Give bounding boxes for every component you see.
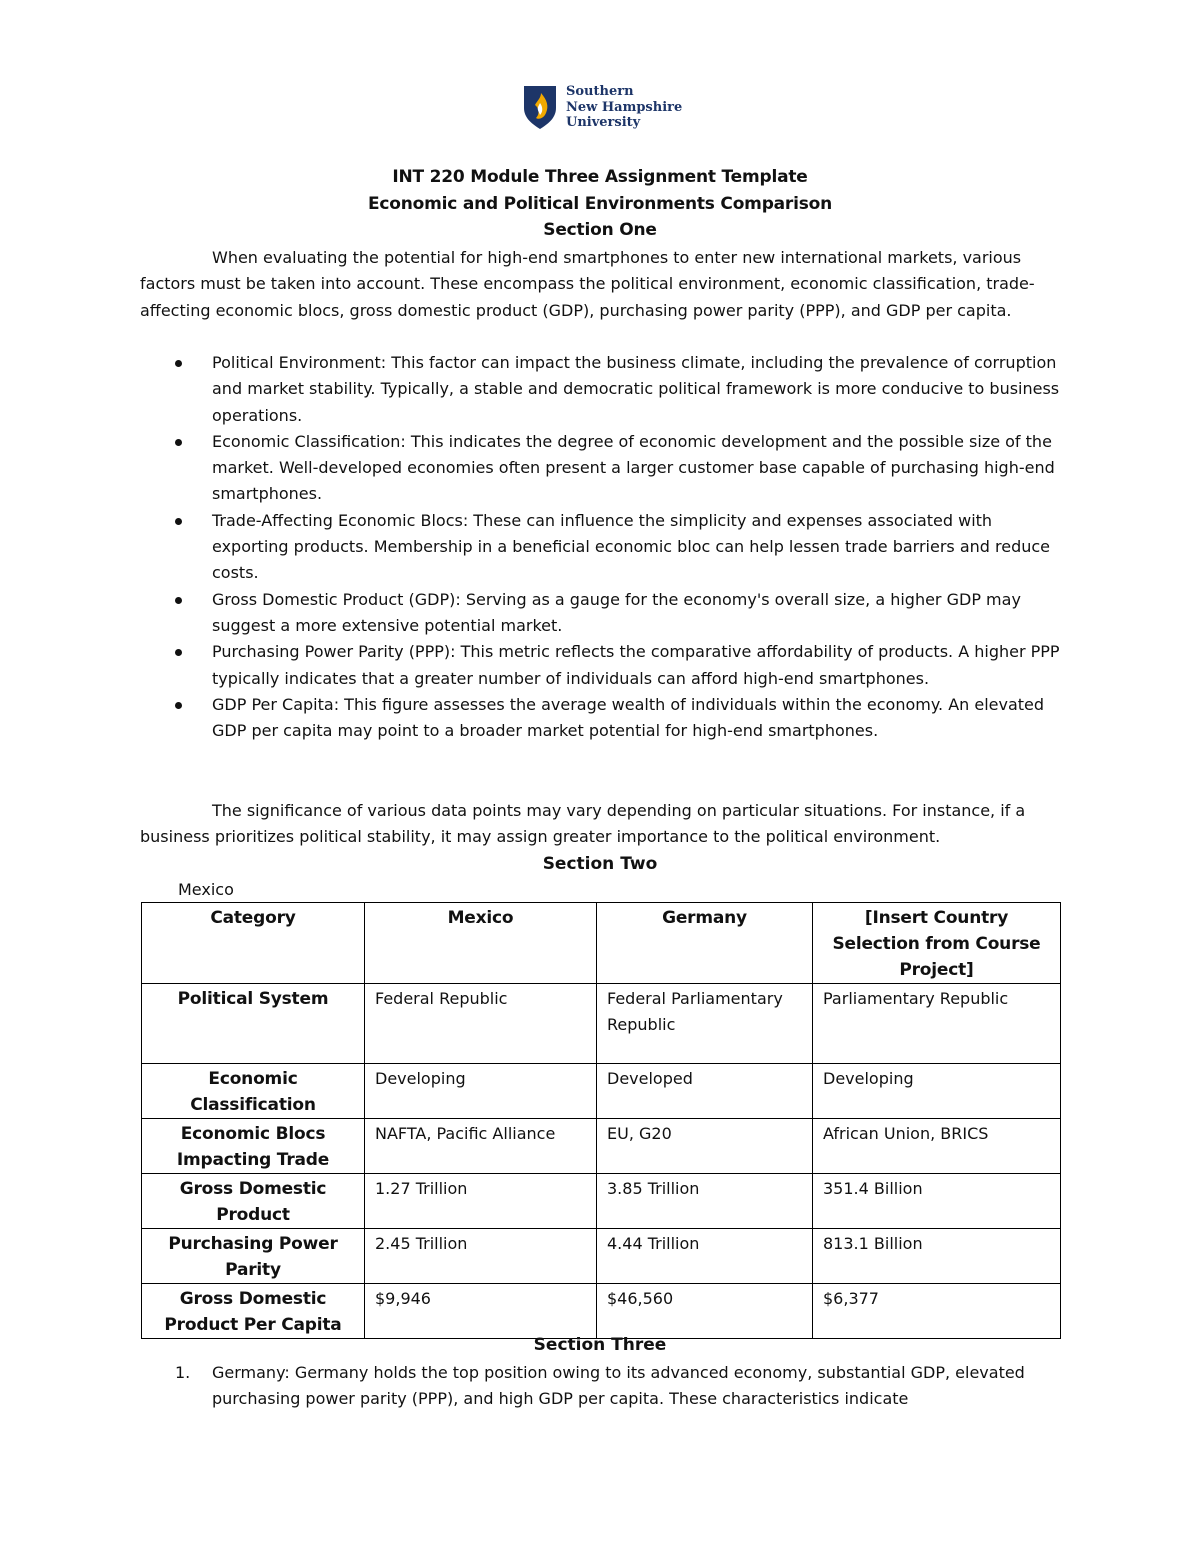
table-cell: 1.27 Trillion (365, 1174, 597, 1229)
logo-line-3: University (566, 115, 641, 130)
table-cell: Parliamentary Republic (813, 984, 1061, 1064)
list-item-text: Gross Domestic Product (GDP): Serving as a gauge for the economy's overall size, a higher GDP may suggest a more extensive potential market. (212, 589, 1021, 635)
comparison-table (141, 902, 1061, 1339)
section-three-heading: Section Three (533, 1335, 667, 1355)
bullet-icon (175, 702, 182, 709)
list-item-text: Economic Classification: This indicates the degree of economic development and the possible size of the market. Well-developed economies often present a larger customer base capable of purchasing high-end smartphones. (212, 431, 1055, 504)
section-one-intro: When evaluating the potential for high-end smartphones to enter new international markets, various factors must be taken into account. These encompass the political environment, economic classification, trade-affecting economic blocs, gross domestic product (GDP), purchasing power parity (PPP), and GDP per capita. (140, 248, 1035, 320)
table-cell: African Union, BRICS (813, 1119, 1061, 1174)
list-item (140, 429, 1060, 508)
table-cell: EU, G20 (597, 1119, 813, 1174)
table-cell: $46,560 (597, 1284, 813, 1339)
table-cell: 3.85 Trillion (597, 1174, 813, 1229)
list-item (140, 508, 1060, 587)
list-item-text: Purchasing Power Parity (PPP): This metric reflects the comparative affordability of products. A higher PPP typically indicates that a greater number of individuals can afford high-end smartphones. (212, 642, 1060, 688)
section-one-heading: Section One (543, 220, 657, 240)
shield-flame-icon (522, 84, 558, 130)
list-item (140, 692, 1060, 745)
table-header-cell: Germany (597, 903, 813, 984)
table-cell: $9,946 (365, 1284, 597, 1339)
country-label: Mexico (178, 880, 234, 899)
table-row (142, 1064, 1061, 1119)
row-header-cell: Political System (142, 984, 365, 1064)
section-two-heading: Section Two (542, 854, 658, 874)
table-row (142, 1174, 1061, 1229)
row-header-cell: Gross Domestic Product Per Capita (142, 1284, 365, 1339)
document-title: INT 220 Module Three Assignment Template (392, 167, 808, 187)
document-subtitle: Economic and Political Environments Comparison (367, 193, 833, 214)
table-cell: 4.44 Trillion (597, 1229, 813, 1284)
logo-line-1: Southern (566, 84, 634, 99)
table-cell: 2.45 Trillion (365, 1229, 597, 1284)
row-header-cell: Purchasing Power Parity (142, 1229, 365, 1284)
list-item-text: Trade-Affecting Economic Blocs: These can influence the simplicity and expenses associated with exporting products. Membership in a beneficial economic bloc can help lessen trade barriers and reduce costs. (212, 510, 1051, 583)
row-header-cell: Economic Blocs Impacting Trade (142, 1119, 365, 1174)
table-header-cell: Category (142, 903, 365, 984)
table-row (142, 1119, 1061, 1174)
list-item (140, 350, 1060, 429)
table-row (142, 1284, 1061, 1339)
logo-line-2: New Hampshire (566, 99, 683, 115)
bullet-icon (175, 360, 182, 367)
list-item-text: Germany: Germany holds the top position owing to its advanced economy, substantial GDP, elevated purchasing power parity (PPP), and high GDP per capita. These characteristics indicate (212, 1363, 1025, 1409)
table-cell: Federal Parliamentary Republic (597, 984, 813, 1064)
table-header-cell: Mexico (365, 903, 597, 984)
section-one-closing: The significance of various data points may vary depending on particular situations. For instance, if a business prioritizes political stability, it may assign greater importance to the political environment. (140, 801, 1026, 847)
table-cell: Federal Republic (365, 984, 597, 1064)
row-header-cell: Gross Domestic Product (142, 1174, 365, 1229)
table-header-row (142, 903, 1061, 984)
table-row (142, 1229, 1061, 1284)
bullet-icon (175, 439, 182, 446)
bullet-icon (175, 518, 182, 525)
logo-wordmark (566, 84, 696, 131)
table-cell: Developing (365, 1064, 597, 1119)
table-cell: NAFTA, Pacific Alliance (365, 1119, 597, 1174)
table-cell: Developing (813, 1064, 1061, 1119)
university-logo (522, 84, 692, 134)
table-cell: 813.1 Billion (813, 1229, 1061, 1284)
list-item (140, 587, 1060, 640)
document-header (140, 164, 1060, 244)
table-cell: Developed (597, 1064, 813, 1119)
ranking-list (140, 1360, 1060, 1413)
list-item (140, 639, 1060, 692)
list-item-text: Political Environment: This factor can impact the business climate, including the prevalence of corruption and market stability. Typically, a stable and democratic political framework is more conducive to business operations. (212, 353, 1060, 425)
list-item (140, 1360, 1060, 1413)
table-header-cell: [Insert Country Selection from Course Project] (813, 903, 1061, 984)
table-cell: $6,377 (813, 1284, 1061, 1339)
list-item-text: GDP Per Capita: This figure assesses the average wealth of individuals within the economy. An elevated GDP per capita may point to a broader market potential for high-end smartphones. (212, 694, 1045, 741)
factor-list (140, 350, 1060, 744)
row-header-cell: Economic Classification (142, 1064, 365, 1119)
table-cell: 351.4 Billion (813, 1174, 1061, 1229)
bullet-icon (175, 597, 182, 604)
bullet-icon (175, 649, 182, 656)
table-row (142, 984, 1061, 1064)
list-item-number: 1. (175, 1363, 191, 1382)
